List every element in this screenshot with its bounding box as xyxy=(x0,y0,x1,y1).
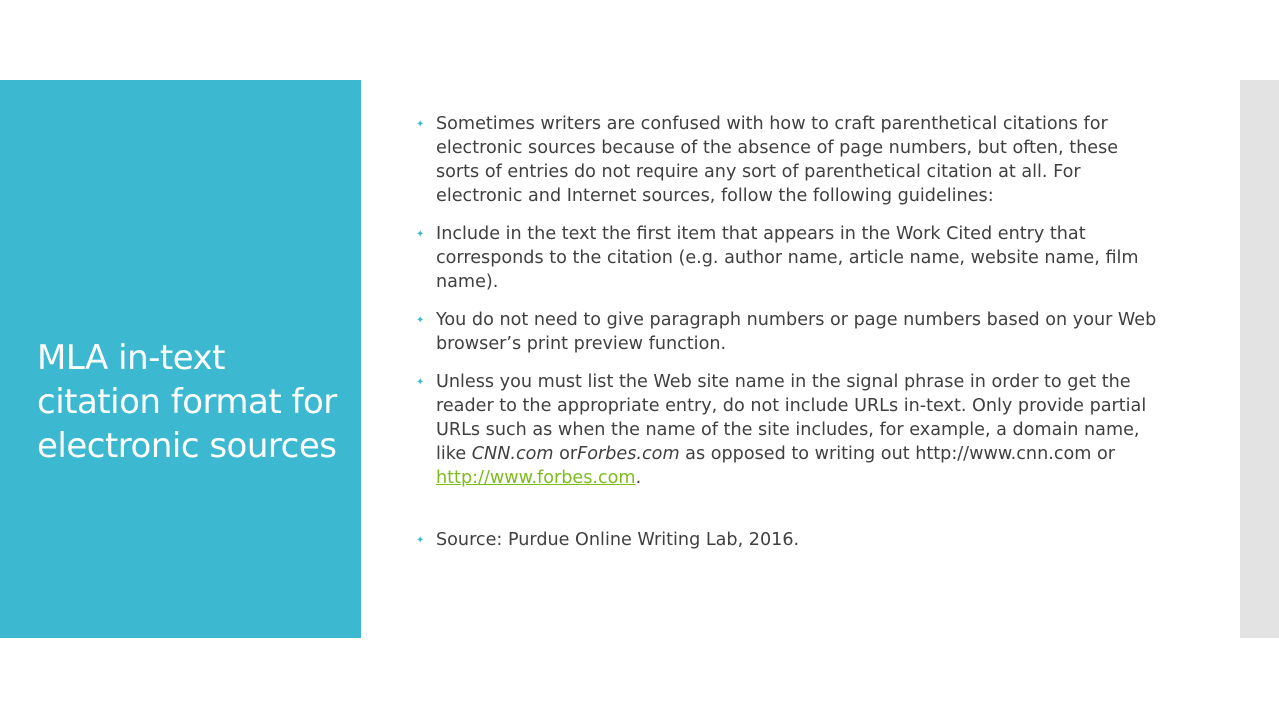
bullet-item xyxy=(416,528,1161,552)
diamond-bullet-icon: ✦ xyxy=(416,119,425,130)
diamond-bullet-icon: ✦ xyxy=(416,229,425,240)
title-panel xyxy=(0,80,361,638)
forbes-link[interactable]: http://www.forbes.com xyxy=(436,468,636,488)
bullet-text-italic: CNN.com xyxy=(471,444,554,464)
diamond-bullet-icon: ✦ xyxy=(416,535,425,546)
bullet-text-part: Unless you must list the Web site name in the signal phrase in order to get the reader to the appropriate entry, do not include URLs in-text. Only provide partial URLs such as when the name of the site includes, for example, a domain name, like xyxy=(436,372,1147,464)
bullet-text-part: as opposed to writing out http://www.cnn.com or xyxy=(679,444,1115,464)
bullet-text: You do not need to give paragraph numbers or page numbers based on your Web browser’s print preview function. xyxy=(436,310,1157,354)
bullet-list xyxy=(416,112,1161,566)
diamond-bullet-icon: ✦ xyxy=(416,315,425,326)
bullet-text: Include in the text the first item that appears in the Work Cited entry that corresponds to the citation (e.g. author name, article name, website name, film name). xyxy=(436,224,1139,292)
side-bar xyxy=(1240,80,1279,638)
bullet-item xyxy=(416,112,1161,208)
bullet-item xyxy=(416,308,1161,356)
bullet-text-part: . xyxy=(635,468,642,488)
bullet-text: Sometimes writers are confused with how to craft parenthetical citations for electronic sources because of the absence of page numbers, but often, these sorts of entries do not require any sort of parenthetical citation at all. For electronic and Internet sources, follow the following guidelines: xyxy=(436,114,1119,206)
diamond-bullet-icon: ✦ xyxy=(416,377,425,388)
bullet-text-italic: Forbes.com xyxy=(577,444,680,464)
bullet-item xyxy=(416,370,1161,490)
slide-title: MLA in-text citation format for electronic sources xyxy=(37,338,337,466)
bullet-text: Source: Purdue Online Writing Lab, 2016. xyxy=(436,530,800,550)
bullet-text-part: or xyxy=(553,444,578,464)
bullet-item xyxy=(416,222,1161,294)
